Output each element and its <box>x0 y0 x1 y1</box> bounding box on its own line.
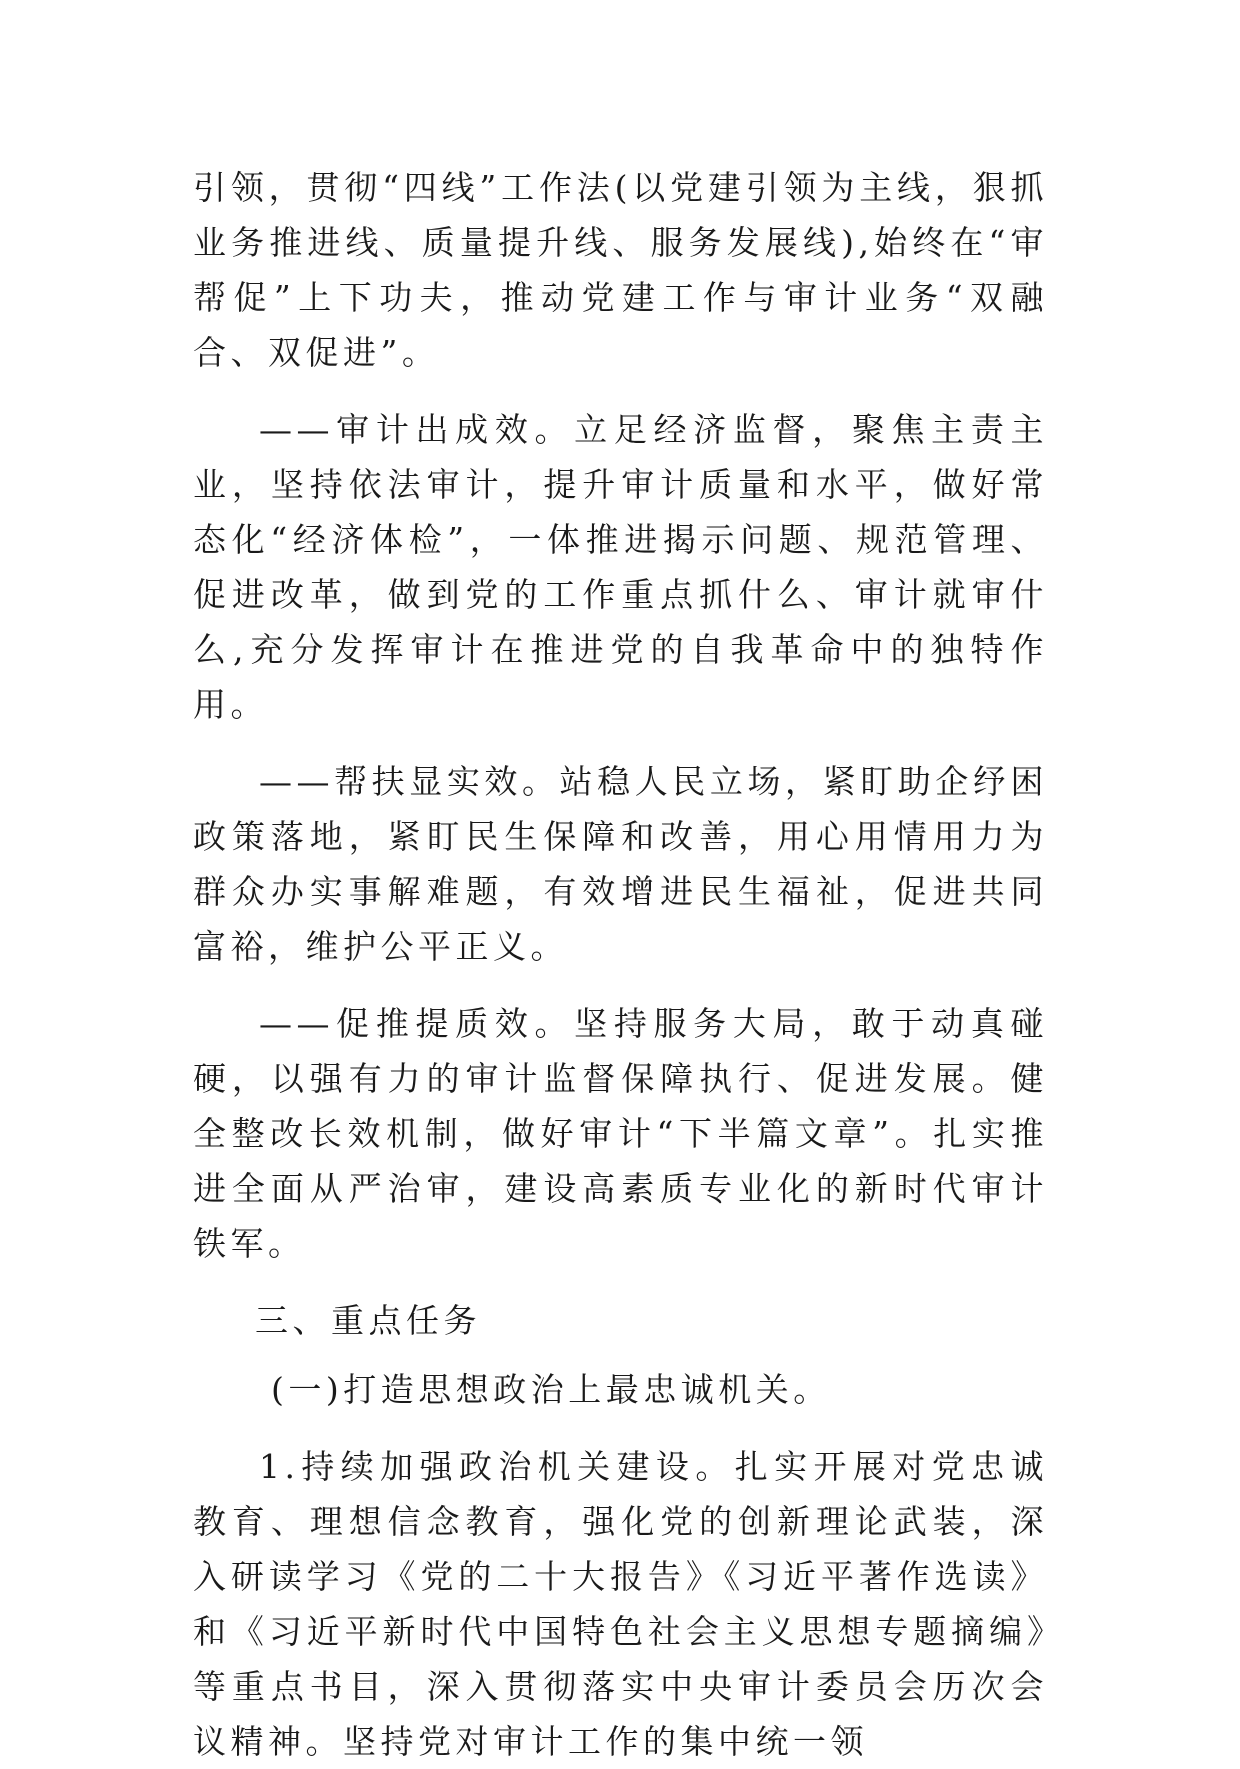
paragraph-assistance-effectiveness: ——帮扶显实效。站稳人民立场，紧盯助企纾困政策落地，紧盯民生保障和改善，用心用情用力为群众办实事解难题，有效增进民生福祉，促进共同富裕，维护公平正义。 <box>193 762 1048 966</box>
section-heading <box>193 1293 1048 1348</box>
section-number: 三、 <box>255 1301 330 1340</box>
subsection-heading: (一)打造思想政治上最忠诚机关。 <box>271 1370 831 1409</box>
paragraph-political-organ-building: 1.持续加强政治机关建设。扎实开展对党忠诚教育、理想信念教育，强化党的创新理论武装，深入研读学习《党的二十大报告》《习近平著作选读》和《习近平新时代中国特色社会主义思想专题摘编》等重点书目，深入贯彻落实中央审计委员会历次会议精神。坚持党对审计工作的集中统一领 <box>193 1447 1048 1761</box>
paragraph-intro-continuation: 引领，贯彻“四线”工作法(以党建引领为主线，狠抓业务推进线、质量提升线、服务发展线),始终在“审帮促”上下功夫，推动党建工作与审计业务“双融合、双促进”。 <box>193 168 1048 372</box>
paragraph-promotion-quality: ——促推提质效。坚持服务大局，敢于动真碰硬，以强有力的审计监督保障执行、促进发展。健全整改长效机制，做好审计“下半篇文章”。扎实推进全面从严治审，建设高素质专业化的新时代审计铁军。 <box>193 1004 1048 1263</box>
document-body <box>193 160 1048 1769</box>
section-title: 重点任务 <box>331 1301 481 1340</box>
paragraph-audit-effectiveness: ——审计出成效。立足经济监督，聚焦主责主业，坚持依法审计，提升审计质量和水平，做好常态化“经济体检”，一体推进揭示问题、规范管理、促进改革，做到党的工作重点抓什么、审计就审什么,充分发挥审计在推进党的自我革命中的独特作用。 <box>193 410 1048 724</box>
